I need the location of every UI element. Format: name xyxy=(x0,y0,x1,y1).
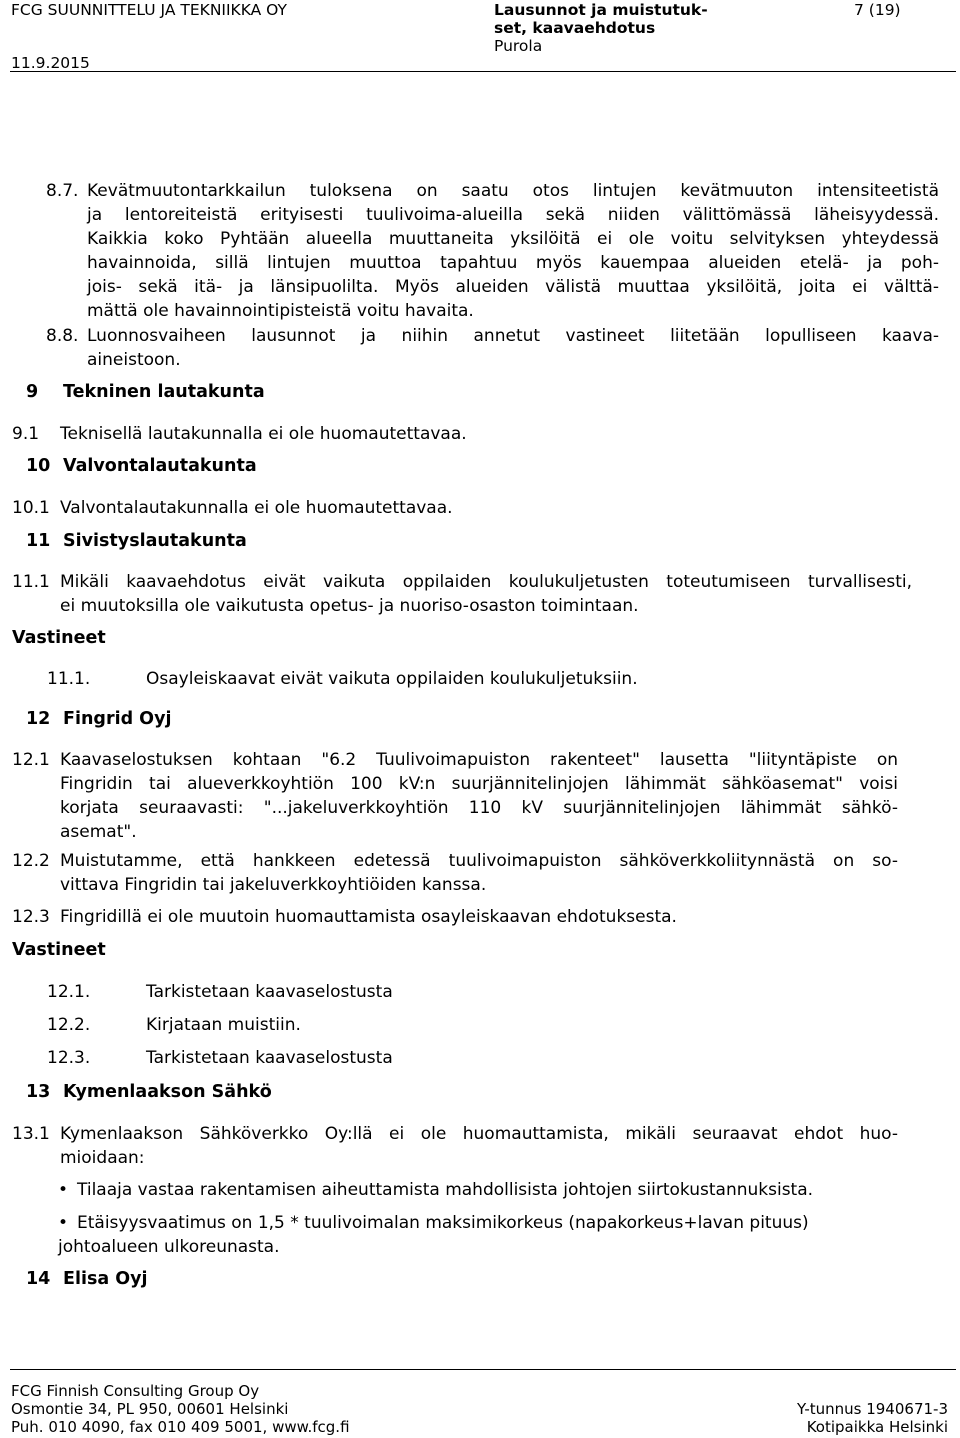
text-line: mioidaan: xyxy=(60,1148,145,1168)
text-line: Kaavaselostuksen kohtaan "6.2 Tuulivoimapuiston rakenteet" lausetta "liityntäpiste on xyxy=(60,750,898,770)
heading-title: Valvontalautakunta xyxy=(63,456,257,476)
paragraph-number: 13.1 xyxy=(12,1124,50,1144)
bullet-text: Tilaaja vastaa rakentamisen aiheuttamista mahdollisista johtojen siirtokustannuksista. xyxy=(77,1180,814,1200)
section-heading-13 xyxy=(26,1080,272,1104)
text-line: Kevätmuutontarkkailun tuloksena on saatu otos lintujen kevätmuuton intensiteetistä xyxy=(87,181,939,201)
vastineet-heading: Vastineet xyxy=(12,940,106,960)
text-line: vittava Fingridin tai jakeluverkkoyhtiöiden kanssa. xyxy=(60,875,487,895)
text-line: jois- sekä itä- ja länsipuolilta. Myös alueiden välistä muuttaa yksilöitä, joita ei välttä- xyxy=(87,277,939,297)
text-line: ja lentoreiteistä erityisesti tuulivoima-alueilla sekä niiden välittömässä läheisyydessä. xyxy=(87,205,939,225)
text-line: Muistutamme, että hankkeen edetessä tuulivoimapuiston sähköverkkoliitynnästä on so- xyxy=(60,851,898,871)
response-number: 12.1. xyxy=(47,982,91,1002)
header-rule xyxy=(10,71,956,72)
paragraph-text: Fingridillä ei ole muutoin huomauttamista osayleiskaavan ehdotuksesta. xyxy=(60,907,677,927)
paragraph-text xyxy=(87,324,939,372)
heading-number: 9 xyxy=(26,382,39,402)
response-number: 12.3. xyxy=(47,1048,91,1068)
vastineet-heading: Vastineet xyxy=(12,628,106,648)
text-line: Kymenlaakson Sähköverkko Oy:llä ei ole huomauttamista, mikäli seuraavat ehdot huo- xyxy=(60,1124,898,1144)
bullet-text: Etäisyysvaatimus on 1,5 * tuulivoimalan maksimikorkeus (napakorkeus+lavan pituus) xyxy=(77,1213,809,1233)
section-heading-10 xyxy=(26,454,257,478)
text-line: korjata seuraavasti: "...jakeluverkkoyhtiön 110 kV suurjännitelinjojen lähimmät sähkö- xyxy=(60,798,898,818)
footer-contact: Puh. 010 4090, fax 010 409 5001, www.fcg.fi xyxy=(11,1418,350,1436)
paragraph-number: 12.3 xyxy=(12,907,50,927)
header-date: 11.9.2015 xyxy=(11,54,90,72)
text-line: ei muutoksilla ole vaikutusta opetus- ja nuoriso-osaston toimintaan. xyxy=(60,596,639,616)
paragraph-text xyxy=(60,748,898,844)
response-text: Osayleiskaavat eivät vaikuta oppilaiden koulukuljetuksiin. xyxy=(146,669,638,689)
paragraph-number: 10.1 xyxy=(12,498,50,518)
paragraph-number: 11.1 xyxy=(12,572,50,592)
footer-business-id: Y-tunnus 1940671-3 xyxy=(796,1400,948,1418)
response-text: Kirjataan muistiin. xyxy=(146,1015,301,1035)
paragraph-text: Valvontalautakunnalla ei ole huomautettavaa. xyxy=(60,498,453,518)
paragraph-number: 8.8. xyxy=(46,326,79,346)
section-heading-11 xyxy=(26,529,247,553)
heading-number: 13 xyxy=(26,1082,51,1102)
header-company: FCG SUUNNITTELU JA TEKNIIKKA OY xyxy=(11,1,287,19)
paragraph-text xyxy=(60,1122,898,1170)
text-line: aineistoon. xyxy=(87,350,181,370)
paragraph-text xyxy=(87,179,939,323)
section-heading-12 xyxy=(26,707,172,731)
heading-number: 12 xyxy=(26,709,51,729)
heading-title: Fingrid Oyj xyxy=(63,709,172,729)
heading-title: Kymenlaakson Sähkö xyxy=(63,1082,272,1102)
footer-rule xyxy=(10,1369,956,1370)
header-location: Purola xyxy=(494,37,543,55)
heading-title: Tekninen lautakunta xyxy=(63,382,265,402)
heading-title: Sivistyslautakunta xyxy=(63,531,247,551)
footer-domicile: Kotipaikka Helsinki xyxy=(806,1418,948,1436)
header-doc-title-line2: set, kaavaehdotus xyxy=(494,19,656,37)
response-text: Tarkistetaan kaavaselostusta xyxy=(146,1048,393,1068)
response-number: 11.1. xyxy=(47,669,91,689)
section-heading-14 xyxy=(26,1267,148,1291)
footer-address: Osmontie 34, PL 950, 00601 Helsinki xyxy=(11,1400,289,1418)
response-number: 12.2. xyxy=(47,1015,91,1035)
heading-title: Elisa Oyj xyxy=(63,1269,148,1289)
text-line: Luonnosvaiheen lausunnot ja niihin annetut vastineet liitetään lopulliseen kaava- xyxy=(87,326,939,346)
bullet-dot: • xyxy=(58,1213,69,1233)
header-page-number: 7 (19) xyxy=(854,1,901,19)
heading-number: 14 xyxy=(26,1269,51,1289)
paragraph-text xyxy=(60,570,912,618)
bullet-dot: • xyxy=(58,1180,69,1200)
text-line: Mikäli kaavaehdotus eivät vaikuta oppilaiden koulukuljetusten toteutumiseen turvallisesti, xyxy=(60,572,912,592)
response-text: Tarkistetaan kaavaselostusta xyxy=(146,982,393,1002)
footer-company: FCG Finnish Consulting Group Oy xyxy=(11,1382,260,1400)
paragraph-text: Teknisellä lautakunnalla ei ole huomautettavaa. xyxy=(60,424,467,444)
bullet-text: johtoalueen ulkoreunasta. xyxy=(58,1237,280,1257)
text-line: havainnoida, sillä lintujen muuttoa tapahtuu myös kauempaa alueiden etelä- ja poh- xyxy=(87,253,939,273)
paragraph-number: 9.1 xyxy=(12,424,40,444)
text-line: Kaikkia koko Pyhtään alueella muuttaneita yksilöitä ei ole voitu selvityksen yhteydessä xyxy=(87,229,939,249)
heading-number: 11 xyxy=(26,531,51,551)
heading-number: 10 xyxy=(26,456,51,476)
paragraph-number: 8.7. xyxy=(46,181,79,201)
paragraph-number: 12.1 xyxy=(12,750,50,770)
text-line: asemat". xyxy=(60,822,137,842)
paragraph-number: 12.2 xyxy=(12,851,50,871)
header-doc-title-line1: Lausunnot ja muistutuk- xyxy=(494,1,708,19)
paragraph-text xyxy=(60,849,898,897)
text-line: mättä ole havainnointipisteistä voitu havaita. xyxy=(87,301,474,321)
text-line: Fingridin tai alueverkkoyhtiön 100 kV:n suurjännitelinjojen lähimmät sähköasemat" voisi xyxy=(60,774,898,794)
section-heading-9 xyxy=(26,380,265,404)
